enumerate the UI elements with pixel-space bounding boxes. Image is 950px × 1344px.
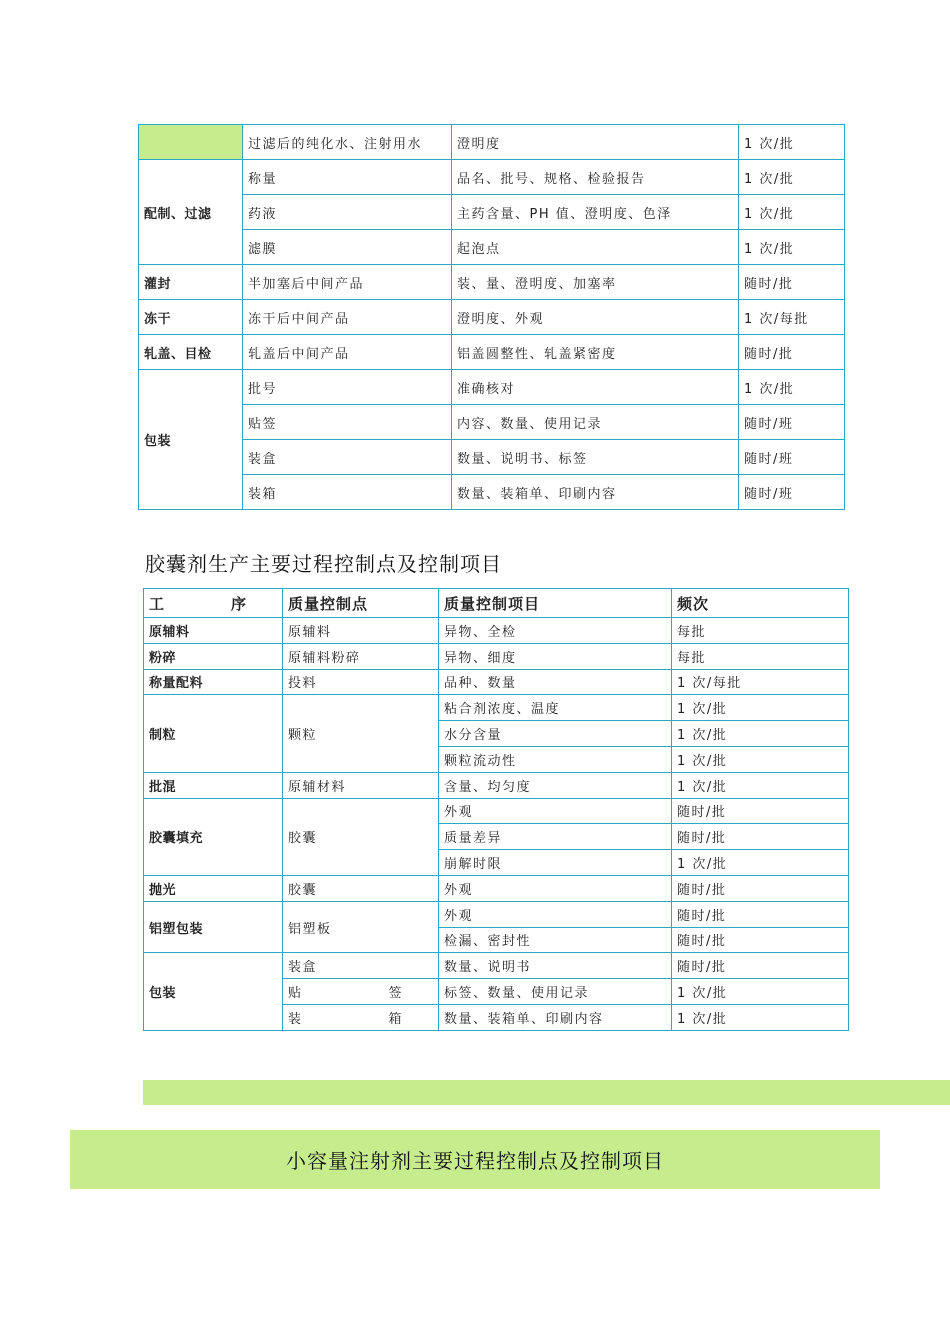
control-items-cell: 数量、说明书、标签 [452,440,739,475]
frequency-cell: 随时/班 [739,475,845,510]
table-row [139,125,845,160]
control-items-cell: 品种、数量 [439,669,672,695]
control-items-cell: 品名、批号、规格、检验报告 [452,160,739,195]
control-items-cell: 含量、均匀度 [439,772,672,798]
control-point-cell: 原辅料粉碎 [283,643,439,669]
control-point-cell: 胶囊 [283,798,439,875]
control-items-cell: 起泡点 [452,230,739,265]
frequency-cell: 随时/班 [739,405,845,440]
control-items-cell: 铝盖圆整性、轧盖紧密度 [452,335,739,370]
control-point-cell: 铝塑板 [283,901,439,953]
control-items-cell: 质量差异 [439,824,672,850]
frequency-cell: 随时/批 [672,798,849,824]
control-point-cell: 装箱 [243,475,452,510]
header-control-point: 质量控制点 [283,589,439,618]
freeze-dried-control-table [138,124,845,510]
process-cell: 称量配料 [144,669,283,695]
control-point-cell: 颗粒 [283,695,439,772]
control-items-cell: 外观 [439,798,672,824]
process-cell: 抛光 [144,875,283,901]
control-point-cell: 原辅料 [283,618,439,644]
frequency-cell: 1 次/批 [739,160,845,195]
table-row [139,475,845,510]
control-point-cell: 药液 [243,195,452,230]
frequency-cell: 1 次/批 [672,979,849,1005]
control-point-cell: 装 箱 [283,1004,439,1030]
frequency-cell: 1 次/批 [739,125,845,160]
process-cell: 包装 [144,953,283,1030]
process-cell: 包装 [139,370,243,510]
control-point-cell: 贴 签 [283,979,439,1005]
process-cell [139,125,243,160]
control-point-cell: 称量 [243,160,452,195]
frequency-cell: 1 次/批 [739,230,845,265]
control-point-cell: 原辅材料 [283,772,439,798]
process-cell: 配制、过滤 [139,160,243,265]
frequency-cell: 1 次/批 [672,772,849,798]
table-row [139,335,845,370]
table-row [144,953,849,979]
process-cell: 批混 [144,772,283,798]
frequency-cell: 随时/批 [739,335,845,370]
control-items-cell: 准确核对 [452,370,739,405]
control-point-cell: 过滤后的纯化水、注射用水 [243,125,452,160]
table-row [144,901,849,927]
frequency-cell: 1 次/每批 [739,300,845,335]
table-row [139,230,845,265]
table-row [139,160,845,195]
process-cell: 粉碎 [144,643,283,669]
table-row [139,265,845,300]
control-point-cell: 贴签 [243,405,452,440]
frequency-cell: 随时/批 [672,875,849,901]
control-items-cell: 装、量、澄明度、加塞率 [452,265,739,300]
header-control-items: 质量控制项目 [439,589,672,618]
control-items-cell: 澄明度、外观 [452,300,739,335]
control-items-cell: 澄明度 [452,125,739,160]
control-items-cell: 数量、装箱单、印刷内容 [439,1004,672,1030]
table-header-row [144,589,849,618]
frequency-cell: 1 次/批 [739,195,845,230]
table-row [139,440,845,475]
frequency-cell: 每批 [672,643,849,669]
frequency-cell: 1 次/批 [739,370,845,405]
frequency-cell: 随时/批 [672,927,849,953]
capsule-control-table [143,588,849,1031]
process-cell: 灌封 [139,265,243,300]
frequency-cell: 1 次/批 [672,746,849,772]
table-row [139,370,845,405]
process-cell: 制粒 [144,695,283,772]
section-divider-bar [143,1080,950,1105]
control-items-cell: 粘合剂浓度、温度 [439,695,672,721]
control-items-cell: 外观 [439,901,672,927]
header-frequency: 频次 [672,589,849,618]
control-point-cell: 半加塞后中间产品 [243,265,452,300]
frequency-cell: 随时/批 [672,953,849,979]
control-items-cell: 主药含量、PH 值、澄明度、色泽 [452,195,739,230]
control-items-cell: 内容、数量、使用记录 [452,405,739,440]
header-process: 工 序 [144,589,283,618]
frequency-cell: 每批 [672,618,849,644]
section-heading-box [70,1130,880,1189]
control-point-cell: 装盒 [243,440,452,475]
control-items-cell: 崩解时限 [439,850,672,876]
control-items-cell: 颗粒流动性 [439,746,672,772]
frequency-cell: 随时/批 [672,901,849,927]
control-point-cell: 胶囊 [283,875,439,901]
control-items-cell: 外观 [439,875,672,901]
control-items-cell: 异物、全检 [439,618,672,644]
control-items-cell: 数量、说明书 [439,953,672,979]
table-row [144,798,849,824]
table-row [144,643,849,669]
table-row [139,405,845,440]
next-section-title: 小容量注射剂主要过程控制点及控制项目 [286,1149,664,1173]
process-cell: 轧盖、目检 [139,335,243,370]
frequency-cell: 随时/批 [739,265,845,300]
table-row [144,772,849,798]
control-items-cell: 标签、数量、使用记录 [439,979,672,1005]
process-cell: 铝塑包装 [144,901,283,953]
control-items-cell: 数量、装箱单、印刷内容 [452,475,739,510]
frequency-cell: 1 次/批 [672,850,849,876]
control-point-cell: 滤膜 [243,230,452,265]
frequency-cell: 1 次/批 [672,721,849,747]
process-cell: 冻干 [139,300,243,335]
table-row [139,195,845,230]
control-items-cell: 水分含量 [439,721,672,747]
control-point-cell: 轧盖后中间产品 [243,335,452,370]
frequency-cell: 1 次/每批 [672,669,849,695]
process-cell: 胶囊填充 [144,798,283,875]
table-row [144,669,849,695]
control-items-cell: 检漏、密封性 [439,927,672,953]
table-row [139,300,845,335]
frequency-cell: 1 次/批 [672,695,849,721]
frequency-cell: 1 次/批 [672,1004,849,1030]
capsule-section-title: 胶囊剂生产主要过程控制点及控制项目 [145,552,502,576]
frequency-cell: 随时/批 [672,824,849,850]
control-point-cell: 批号 [243,370,452,405]
frequency-cell: 随时/班 [739,440,845,475]
process-cell: 原辅料 [144,618,283,644]
control-point-cell: 装盒 [283,953,439,979]
control-point-cell: 冻干后中间产品 [243,300,452,335]
control-point-cell: 投料 [283,669,439,695]
table-row [144,618,849,644]
control-items-cell: 异物、细度 [439,643,672,669]
table-row [144,695,849,721]
table-row [144,875,849,901]
